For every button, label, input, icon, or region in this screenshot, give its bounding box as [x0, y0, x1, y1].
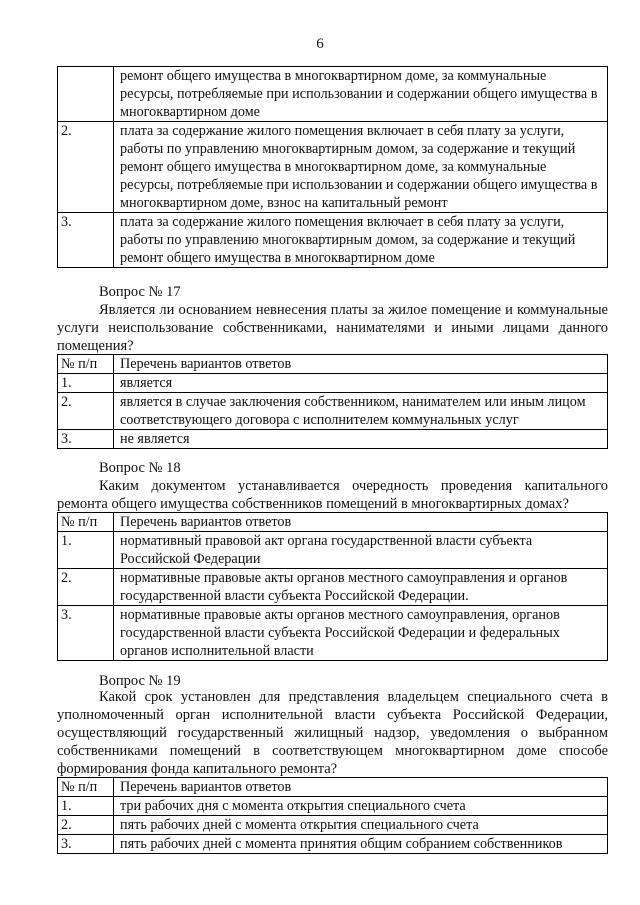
answer-text: нормативные правовые акты органов местного самоуправления, органов государственной власти субъекта Российской Федерации и федеральных органов исполнительной власти [114, 606, 608, 661]
table-row [58, 835, 608, 854]
question-18-title: Вопрос № 18 [99, 460, 181, 476]
table-row [58, 393, 608, 430]
table-row [58, 430, 608, 449]
question-18-answers-table [57, 512, 608, 661]
page-number: 6 [316, 36, 324, 52]
row-number [58, 67, 114, 122]
row-number: 2. [58, 393, 114, 430]
row-number: 1. [58, 797, 114, 816]
question-19-answers-table [57, 777, 608, 854]
table-header-row [58, 778, 608, 797]
table-row [58, 67, 608, 122]
row-number: 2. [58, 569, 114, 606]
header-number: № п/п [58, 778, 114, 797]
answer-text: пять рабочих дней с момента принятия общим собранием собственников [114, 835, 608, 854]
table-row [58, 122, 608, 213]
table-header-row [58, 355, 608, 374]
header-number: № п/п [58, 513, 114, 532]
header-text: Перечень вариантов ответов [114, 355, 608, 374]
question-19-title: Вопрос № 19 [99, 673, 181, 689]
row-number: 1. [58, 532, 114, 569]
question-19-text: Какой срок установлен для представления владельцем специального счета в уполномоченный орган исполнительной власти субъекта Российской Федерации, осуществляющий государственный жилищный надзор, уведомления о выбранном собственниками помещений в соответствующем многоквартирном доме способе формирования фонда капитального ремонта? [57, 689, 608, 777]
row-number: 2. [58, 816, 114, 835]
table-header-row [58, 513, 608, 532]
answer-text: является в случае заключения собственником, нанимателем или иным лицом соответствующего договора с исполнителем коммунальных услуг [114, 393, 608, 430]
row-number: 3. [58, 606, 114, 661]
answer-text: является [114, 374, 608, 393]
header-number: № п/п [58, 355, 114, 374]
question-17-answers-table [57, 354, 608, 449]
question-17-title: Вопрос № 17 [99, 284, 181, 300]
table-row [58, 816, 608, 835]
answer-text: нормативные правовые акты органов местного самоуправления и органов государственной власти субъекта Российской Федерации. [114, 569, 608, 606]
answer-text: плата за содержание жилого помещения включает в себя плату за услуги, работы по управлению многоквартирным домом, за содержание и текущий ремонт общего имущества в многоквартирном доме [114, 213, 608, 268]
answer-text: три рабочих дня с момента открытия специального счета [114, 797, 608, 816]
answer-text: плата за содержание жилого помещения включает в себя плату за услуги, работы по управлению многоквартирным домом, за содержание и текущий ремонт общего имущества в многоквартирном доме, за коммунальные ресурсы, потребляемые при использовании и содержании общего имущества в многоквартирном доме, взнос на капитальный ремонт [114, 122, 608, 213]
table-row [58, 569, 608, 606]
row-number: 3. [58, 213, 114, 268]
prev-answers-table [57, 66, 608, 268]
table-row [58, 606, 608, 661]
row-number: 1. [58, 374, 114, 393]
row-number: 2. [58, 122, 114, 213]
table-row [58, 213, 608, 268]
answer-text: ремонт общего имущества в многоквартирном доме, за коммунальные ресурсы, потребляемые при использовании и содержании общего имущества в многоквартирном доме [114, 67, 608, 122]
table-row [58, 797, 608, 816]
header-text: Перечень вариантов ответов [114, 513, 608, 532]
question-18-text: Каким документом устанавливается очередность проведения капитального ремонта общего имущества собственников помещений в многоквартирных домах? [57, 478, 608, 512]
table-row [58, 374, 608, 393]
answer-text: не является [114, 430, 608, 449]
header-text: Перечень вариантов ответов [114, 778, 608, 797]
row-number: 3. [58, 430, 114, 449]
table-row [58, 532, 608, 569]
answer-text: пять рабочих дней с момента открытия специального счета [114, 816, 608, 835]
row-number: 3. [58, 835, 114, 854]
answer-text: нормативный правовой акт органа государственной власти субъекта Российской Федерации [114, 532, 608, 569]
question-17-text: Является ли основанием невнесения платы за жилое помещение и коммунальные услуги неиспользование собственниками, нанимателями и иными лицами данного помещения? [57, 302, 608, 354]
